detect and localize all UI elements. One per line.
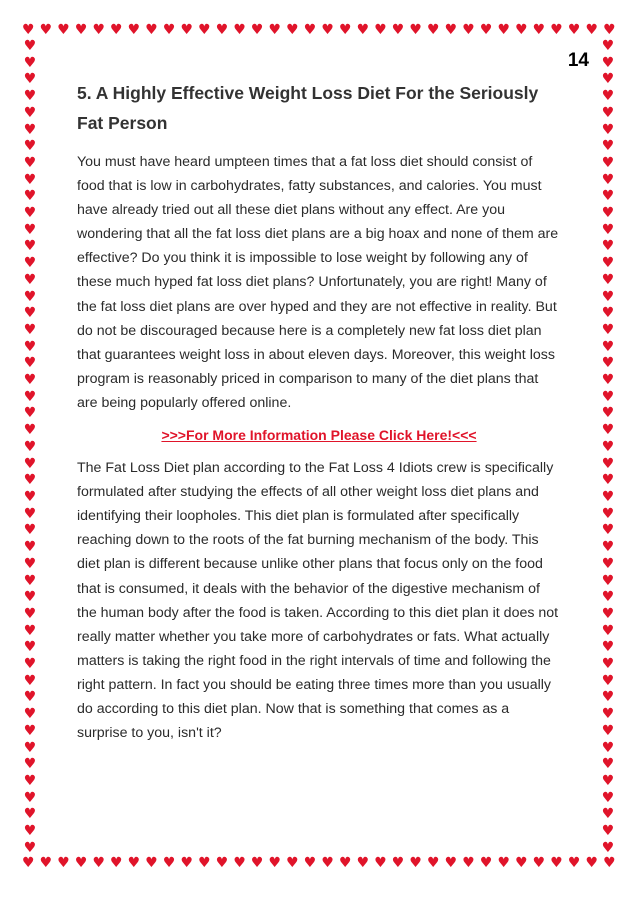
heart-icon: ♥ xyxy=(23,772,37,789)
heart-icon: ♥ xyxy=(23,171,37,188)
heart-icon: ♥ xyxy=(286,855,299,871)
heart-icon: ♥ xyxy=(601,472,615,489)
heart-icon: ♥ xyxy=(23,689,37,706)
heart-icon: ♥ xyxy=(601,372,615,389)
more-information-link[interactable]: >>>For More Information Please Click Here!<<< xyxy=(161,427,477,444)
heart-icon: ♥ xyxy=(585,22,599,38)
heart-icon: ♥ xyxy=(479,22,493,38)
heart-icon: ♥ xyxy=(550,22,563,38)
heart-icon: ♥ xyxy=(550,855,563,871)
heart-icon: ♥ xyxy=(601,756,615,773)
heart-icon: ♥ xyxy=(23,121,37,138)
heart-icon: ♥ xyxy=(23,88,37,105)
heart-icon: ♥ xyxy=(601,154,615,171)
heart-icon: ♥ xyxy=(409,22,422,38)
heart-icon: ♥ xyxy=(23,555,37,572)
heart-icon: ♥ xyxy=(215,855,229,871)
heart-icon: ♥ xyxy=(601,656,615,673)
heart-icon: ♥ xyxy=(23,522,37,539)
heart-icon: ♥ xyxy=(601,672,615,689)
heart-icon: ♥ xyxy=(145,855,158,871)
heart-icon: ♥ xyxy=(601,823,615,840)
heart-icon: ♥ xyxy=(286,22,299,38)
heart-icon: ♥ xyxy=(23,472,37,489)
heart-icon: ♥ xyxy=(268,22,282,38)
heart-icon: ♥ xyxy=(338,22,352,38)
cta-container xyxy=(77,427,561,445)
heart-icon: ♥ xyxy=(374,22,387,38)
heart-icon: ♥ xyxy=(601,706,615,723)
heart-icon: ♥ xyxy=(23,756,37,773)
heart-icon: ♥ xyxy=(391,855,405,871)
heart-icon: ♥ xyxy=(39,855,53,871)
heart-icon: ♥ xyxy=(22,22,35,38)
heart-icon: ♥ xyxy=(391,22,405,38)
heart-icon: ♥ xyxy=(601,171,615,188)
heart-icon: ♥ xyxy=(23,372,37,389)
heart-icon: ♥ xyxy=(585,855,599,871)
heart-icon: ♥ xyxy=(601,355,615,372)
heart-icon: ♥ xyxy=(532,22,546,38)
heart-icon: ♥ xyxy=(23,589,37,606)
heart-icon: ♥ xyxy=(601,639,615,656)
heart-icon: ♥ xyxy=(23,539,37,556)
heart-icon: ♥ xyxy=(23,221,37,238)
heart-icon: ♥ xyxy=(23,388,37,405)
article-paragraph-2: The Fat Loss Diet plan according to the Fat Loss 4 Idiots crew is specifically formulated after studying the effects of all other weight loss diet plans and identifying their loopholes. This diet plan is formulated after specifically reaching down to the roots of the fat burning mechanism of the body. This diet plan is different because unlike other plans that focus only on the food that is consumed, it deals with the behavior of the digestive mechanism of the human body after the food is taken. According to this diet plan it does not really matter whether you take more of carbohydrates or fats. What actually matters is taking the right food in the right intervals of time and following the right pattern. In fact you should be eating three times more than you usually do according to this diet plan. Now that is something that comes as a surprise to you, isn't it? xyxy=(77,460,559,742)
heart-icon: ♥ xyxy=(250,22,264,38)
heart-icon: ♥ xyxy=(57,22,70,38)
heart-icon: ♥ xyxy=(23,188,37,205)
heart-icon: ♥ xyxy=(601,505,615,522)
heart-icon: ♥ xyxy=(23,54,37,71)
heart-icon: ♥ xyxy=(601,238,615,255)
heart-icon: ♥ xyxy=(338,855,352,871)
heart-icon: ♥ xyxy=(567,855,581,871)
heart-icon: ♥ xyxy=(23,154,37,171)
heart-icon: ♥ xyxy=(601,255,615,272)
heart-icon: ♥ xyxy=(23,572,37,589)
heart-icon: ♥ xyxy=(601,689,615,706)
heart-icon: ♥ xyxy=(23,338,37,355)
heart-icon: ♥ xyxy=(23,288,37,305)
heart-icon: ♥ xyxy=(23,739,37,756)
heart-icon: ♥ xyxy=(444,22,458,38)
heart-icon: ♥ xyxy=(601,739,615,756)
heart-icon: ♥ xyxy=(74,855,88,871)
heart-icon: ♥ xyxy=(601,589,615,606)
heart-icon: ♥ xyxy=(180,22,194,38)
heart-icon: ♥ xyxy=(601,54,615,71)
heart-icon: ♥ xyxy=(601,38,615,54)
heart-icon: ♥ xyxy=(23,622,37,639)
heart-icon: ♥ xyxy=(215,22,229,38)
heart-icon: ♥ xyxy=(601,488,615,505)
heart-icon: ♥ xyxy=(23,823,37,840)
heart-icon: ♥ xyxy=(74,22,88,38)
heart-icon: ♥ xyxy=(601,605,615,622)
heart-icon: ♥ xyxy=(321,855,334,871)
heart-icon: ♥ xyxy=(601,438,615,455)
heart-icon: ♥ xyxy=(601,205,615,222)
heart-icon: ♥ xyxy=(92,22,105,38)
heart-icon: ♥ xyxy=(180,855,194,871)
heart-icon: ♥ xyxy=(601,121,615,138)
heart-icon: ♥ xyxy=(198,855,211,871)
heart-icon: ♥ xyxy=(601,789,615,806)
heart-icon: ♥ xyxy=(601,221,615,238)
heart-icon: ♥ xyxy=(127,22,141,38)
heart-icon: ♥ xyxy=(603,855,616,871)
heart-icon: ♥ xyxy=(23,639,37,656)
heart-icon: ♥ xyxy=(601,422,615,439)
heart-icon: ♥ xyxy=(233,855,246,871)
heart-icon: ♥ xyxy=(23,321,37,338)
heart-icon: ♥ xyxy=(23,305,37,322)
heart-icon: ♥ xyxy=(23,789,37,806)
heart-icon: ♥ xyxy=(23,138,37,155)
heart-icon: ♥ xyxy=(23,839,37,856)
heart-icon: ♥ xyxy=(321,22,334,38)
heart-icon: ♥ xyxy=(23,355,37,372)
heart-icon: ♥ xyxy=(198,22,211,38)
heart-icon: ♥ xyxy=(601,271,615,288)
heart-icon: ♥ xyxy=(162,22,176,38)
heart-icon: ♥ xyxy=(110,855,123,871)
heart-icon: ♥ xyxy=(601,104,615,121)
heart-icon: ♥ xyxy=(23,438,37,455)
heart-icon: ♥ xyxy=(23,706,37,723)
heart-icon: ♥ xyxy=(23,455,37,472)
heart-icon: ♥ xyxy=(356,22,370,38)
heart-icon: ♥ xyxy=(532,855,546,871)
heart-icon: ♥ xyxy=(23,205,37,222)
heart-icon: ♥ xyxy=(601,722,615,739)
heart-icon: ♥ xyxy=(145,22,158,38)
heart-icon: ♥ xyxy=(427,22,440,38)
heart-icon: ♥ xyxy=(601,555,615,572)
heart-icon: ♥ xyxy=(601,321,615,338)
heart-icon: ♥ xyxy=(23,806,37,823)
heart-icon: ♥ xyxy=(497,855,511,871)
heart-icon: ♥ xyxy=(444,855,458,871)
heart-icon: ♥ xyxy=(601,188,615,205)
heart-icon: ♥ xyxy=(601,572,615,589)
heart-icon: ♥ xyxy=(23,422,37,439)
heart-icon: ♥ xyxy=(601,288,615,305)
heart-icon: ♥ xyxy=(356,855,370,871)
heart-icon: ♥ xyxy=(23,38,37,54)
heart-icon: ♥ xyxy=(22,855,35,871)
heart-icon: ♥ xyxy=(515,22,528,38)
heart-icon: ♥ xyxy=(601,138,615,155)
heart-icon: ♥ xyxy=(427,855,440,871)
heart-border-left xyxy=(22,38,38,856)
heart-icon: ♥ xyxy=(601,622,615,639)
heart-icon: ♥ xyxy=(462,22,475,38)
heart-icon: ♥ xyxy=(23,271,37,288)
heart-icon: ♥ xyxy=(601,539,615,556)
heart-icon: ♥ xyxy=(601,338,615,355)
heart-icon: ♥ xyxy=(603,22,616,38)
heart-icon: ♥ xyxy=(601,88,615,105)
heart-icon: ♥ xyxy=(601,388,615,405)
heart-icon: ♥ xyxy=(601,522,615,539)
heart-icon: ♥ xyxy=(601,405,615,422)
heart-border-bottom xyxy=(22,855,616,871)
heart-icon: ♥ xyxy=(479,855,493,871)
heart-icon: ♥ xyxy=(601,806,615,823)
heart-icon: ♥ xyxy=(374,855,387,871)
heart-icon: ♥ xyxy=(39,22,53,38)
article-heading: 5. A Highly Effective Weight Loss Diet For the Seriously Fat Person xyxy=(77,83,539,133)
heart-icon: ♥ xyxy=(23,104,37,121)
heart-icon: ♥ xyxy=(497,22,511,38)
heart-icon: ♥ xyxy=(23,488,37,505)
heart-icon: ♥ xyxy=(567,22,581,38)
heart-border-top xyxy=(22,22,616,38)
heart-icon: ♥ xyxy=(601,71,615,88)
article-paragraph-1: You must have heard umpteen times that a fat loss diet should consist of food that is low in carbohydrates, fatty substances, and calories. You must have already tried out all these diet plans without any effect. Are you wondering that all the fat loss diet plans are a big hoax and none of them are effective? Do you think it is impossible to lose weight by following any of these much hyped fat loss diet plans? Unfortunately, you are right! Many of the fat loss diet plans are over hyped and they are not effective in reality. But do not be discouraged because here is a completely new fat loss diet plan that guarantees weight loss in about eleven days. Moreover, this weight loss program is reasonably priced in comparison to many of the diet plans that are being popularly offered online. xyxy=(77,154,559,411)
heart-icon: ♥ xyxy=(601,455,615,472)
heart-icon: ♥ xyxy=(23,605,37,622)
heart-icon: ♥ xyxy=(268,855,282,871)
heart-icon: ♥ xyxy=(57,855,70,871)
heart-icon: ♥ xyxy=(23,405,37,422)
heart-icon: ♥ xyxy=(409,855,422,871)
heart-icon: ♥ xyxy=(23,71,37,88)
heart-icon: ♥ xyxy=(601,839,615,856)
page-number: 14 xyxy=(567,50,589,71)
heart-icon: ♥ xyxy=(515,855,528,871)
heart-icon: ♥ xyxy=(110,22,123,38)
heart-icon: ♥ xyxy=(601,305,615,322)
heart-icon: ♥ xyxy=(23,722,37,739)
heart-icon: ♥ xyxy=(92,855,105,871)
heart-icon: ♥ xyxy=(233,22,246,38)
heart-icon: ♥ xyxy=(250,855,264,871)
heart-icon: ♥ xyxy=(601,772,615,789)
heart-icon: ♥ xyxy=(303,855,317,871)
heart-icon: ♥ xyxy=(23,255,37,272)
heart-border-right xyxy=(600,38,616,856)
heart-icon: ♥ xyxy=(127,855,141,871)
heart-icon: ♥ xyxy=(23,656,37,673)
heart-icon: ♥ xyxy=(23,505,37,522)
heart-icon: ♥ xyxy=(303,22,317,38)
heart-icon: ♥ xyxy=(462,855,475,871)
heart-icon: ♥ xyxy=(162,855,176,871)
heart-icon: ♥ xyxy=(23,238,37,255)
heart-icon: ♥ xyxy=(23,672,37,689)
article xyxy=(77,78,561,745)
